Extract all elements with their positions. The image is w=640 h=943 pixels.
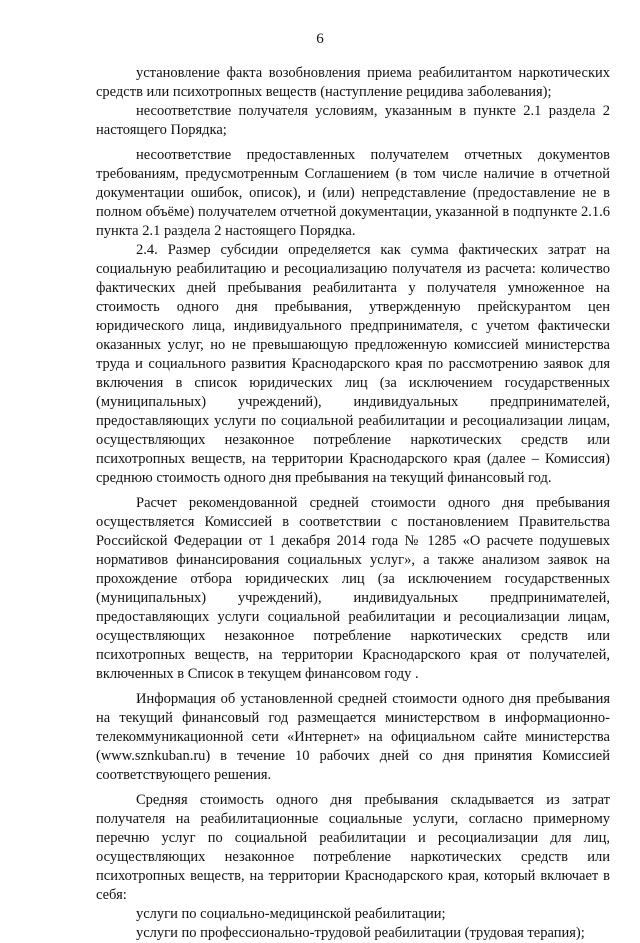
- list-item-social-medical: услуги по социально-медицинской реабилитации;: [136, 906, 446, 922]
- paragraph-recidivism: установление факта возобновления приема реабилитантом наркотических средств или психотропных веществ (наступление рецидива заболевания);: [96, 65, 610, 100]
- paragraph-cost-composition: Средняя стоимость одного дня пребывания складывается из затрат получателя на реабилитационные социальные услуги, согласно примерному перечню услуг по социальной реабилитации и ресоциализации для лиц, осуществляющих незаконное потребление наркотических средств или психотропных веществ, на территории Краснодарского края, который включает в себя:: [96, 792, 610, 903]
- paragraph-recipient-mismatch: несоответствие получателя условиям, указанным в пункте 2.1 раздела 2 настоящего Порядка;: [96, 103, 610, 138]
- paragraph-cost-publication: Информация об установленной средней стоимости одного дня пребывания на текущий финансовый год размещается министерством в информационно-телекоммуникационной сети «Интернет» на официальном сайте министерства (www.sznkuban.ru) в течение 10 рабочих дней со дня принятия Комиссией соответствующего решения.: [96, 691, 610, 783]
- document-body: [96, 64, 610, 943]
- list-item-labor-therapy: услуги по профессионально-трудовой реабилитации (трудовая терапия);: [136, 925, 585, 941]
- paragraph-report-mismatch: несоответствие предоставленных получателем отчетных документов требованиям, предусмотренным Соглашением (в том числе наличие в отчетной документации ошибок, описок), и (или) непредставление (предоставление не в полном объёме) получателем отчетной документации, указанной в подпункте 2.1.6 пункта 2.1 раздела 2 настоящего Порядка.: [96, 147, 610, 239]
- page-number: 6: [316, 31, 324, 47]
- paragraph-average-cost-calculation: Расчет рекомендованной средней стоимости одного дня пребывания осуществляется Комиссией в соответствии с постановлением Правительства Российской Федерации от 1 декабря 2014 года № 1285 «О расчете подушевых нормативов финансирования социальных услуг», а также анализом заявок на прохождение отбора юридических лиц (за исключением государственных (муниципальных) учреждений), индивидуальных предпринимателей, предоставляющих услуги социальной реабилитации и ресоциализации лицам, осуществляющих незаконное потребление наркотических средств или психотропных веществ, на территории Краснодарского края от получателей, включенных в Список в текущем финансовом году .: [96, 495, 610, 682]
- paragraph-subsidy-size: 2.4. Размер субсидии определяется как сумма фактических затрат на социальную реабилитацию и ресоциализацию получателя из расчета: количество фактических дней пребывания реабилитанта у получателя умноженное на стоимость одного дня пребывания, утвержденную прейскурантом цен юридического лица, индивидуального предпринимателя, с учетом фактически оказанных услуг, но не превышающую предложенную комиссией министерства труда и социального развития Краснодарского края по рассмотрению заявок для включения в список юридических лиц (за исключением государственных (муниципальных) учреждений), индивидуальных предпринимателей, предоставляющих услуги по социальной реабилитации и ресоциализации лицам, осуществляющих незаконное потребление наркотических средств или психотропных веществ, на территории Краснодарского края (далее – Комиссия) среднюю стоимость одного дня пребывания на текущий финансовый год.: [96, 242, 610, 486]
